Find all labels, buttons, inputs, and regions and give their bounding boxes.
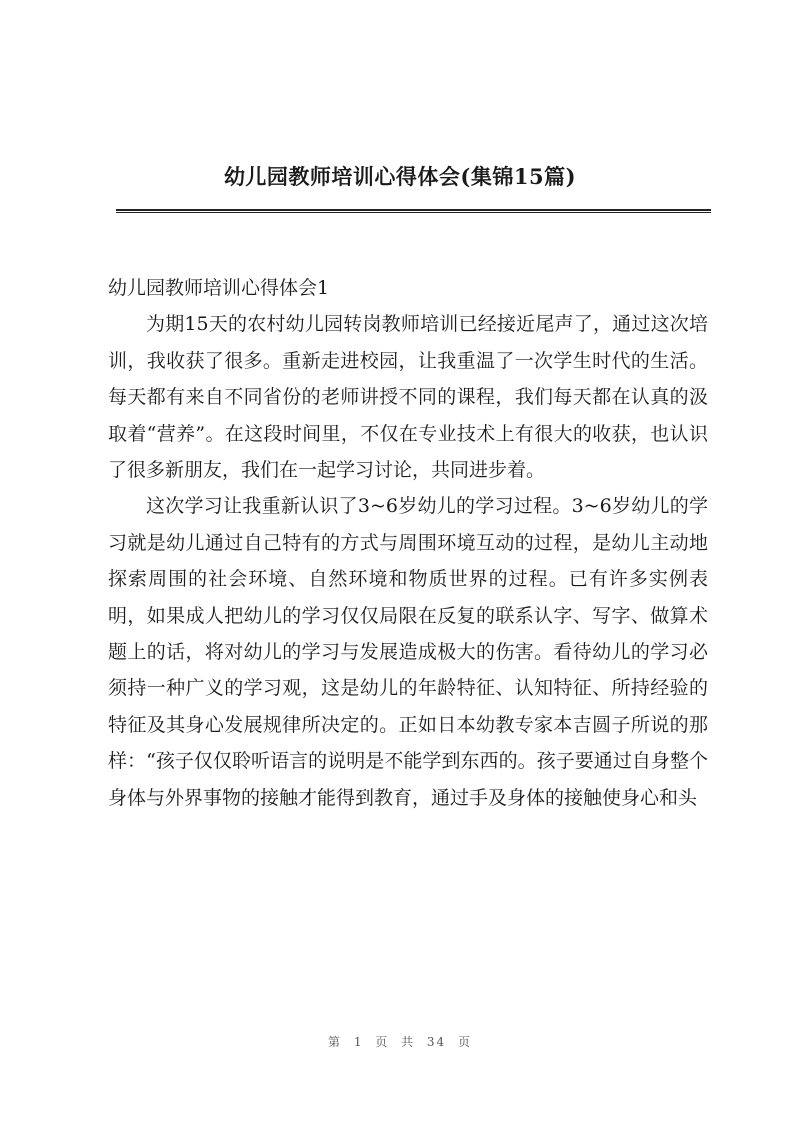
document-body bbox=[108, 270, 708, 816]
page-number-footer: 第 1 页 共 34 页 bbox=[328, 1035, 472, 1049]
paragraph-2: 这次学习让我重新认识了3~6岁幼儿的学习过程。3~6岁幼儿的学习就是幼儿通过自己特有的方式与周围环境互动的过程，是幼儿主动地探索周围的社会环境、自然环境和物质世界的过程。已有许多实例表明，如果成人把幼儿的学习仅仅局限在反复的联系认字、写字、做算术题上的话，将对幼儿的学习与发展造成极大的伤害。看待幼儿的学习必须持一种广义的学习观，这是幼儿的年龄特征、认知特征、所持经验的特征及其身心发展规律所决定的。正如日本幼教专家本吉圆子所说的那样：“孩子仅仅聆听语言的说明是不能学到东西的。孩子要通过自身整个身体与外界事物的接触才能得到教育，通过手及身体的接触使身心和头 bbox=[108, 495, 708, 809]
section-heading: 幼儿园教师培训心得体会1 bbox=[108, 277, 330, 299]
page-title: 幼儿园教师培训心得体会(集锦15篇) bbox=[223, 164, 577, 189]
title-divider bbox=[116, 209, 711, 213]
paragraph-1: 为期15天的农村幼儿园转岗教师培训已经接近尾声了，通过这次培训，我收获了很多。重新走进校园，让我重温了一次学生时代的生活。每天都有来自不同省份的老师讲授不同的课程，我们每天都在认真的汲取着“营养”。在这段时间里，不仅在专业技术上有很大的收获，也认识了很多新朋友，我们在一起学习讨论，共同进步着。 bbox=[108, 313, 708, 482]
